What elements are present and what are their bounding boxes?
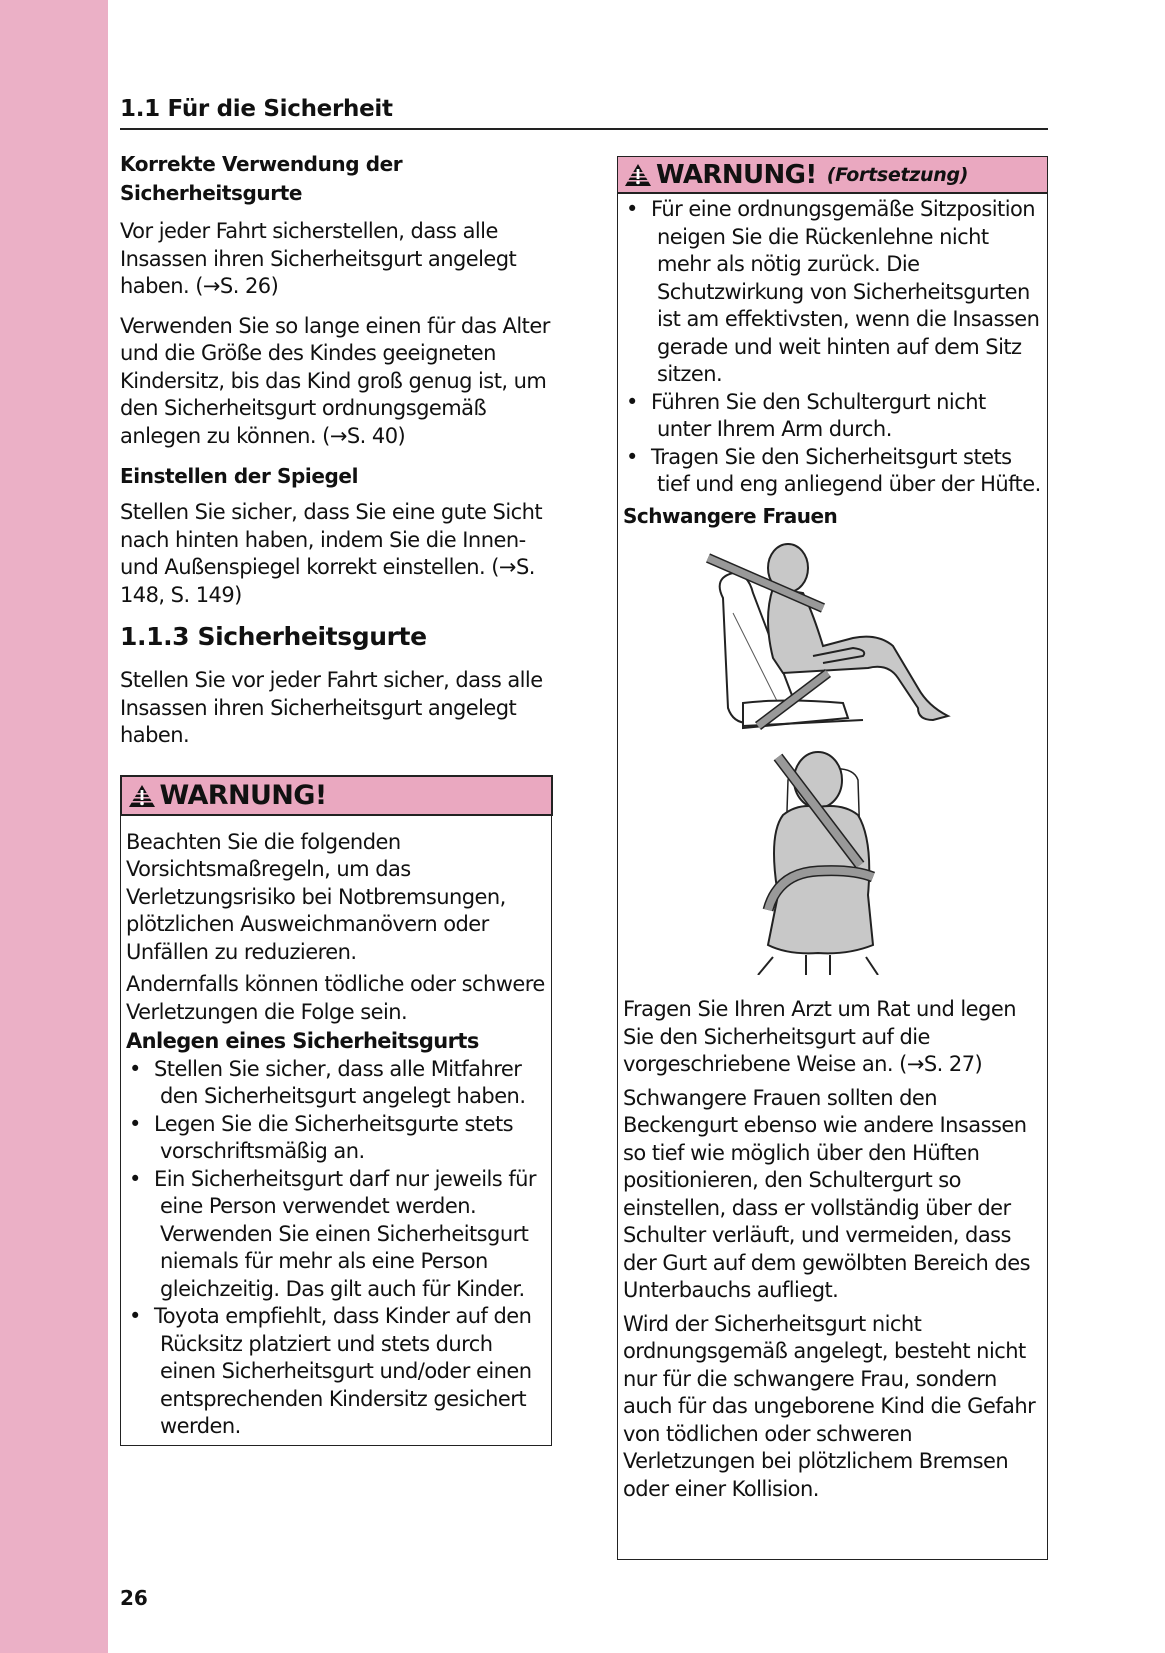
list-item: • Tragen Sie den Sicherheitsgurt stets tief und eng anliegend über der Hüfte.	[626, 444, 1041, 496]
warning-bullet-list	[126, 1056, 546, 1441]
page-number: 26	[120, 1586, 148, 1610]
mirror-paragraph: Stellen Sie sicher, dass Sie eine gute Sicht nach hinten haben, indem Sie die Innen- und Außenspiegel korrekt einstellen. (→S. 148, S. 149)	[120, 500, 543, 607]
warning-title: WARNUNG!	[656, 159, 817, 190]
list-item: • Legen Sie die Sicherheitsgurte stets vorschriftsmäßig an.	[129, 1111, 514, 1163]
bullet-icon: •	[129, 1056, 141, 1081]
belt-use-paragraph-1: Vor jeder Fahrt sicherstellen, dass alle Insassen ihren Sicherheitsgurt angelegt haben. (→S. 26)	[120, 219, 517, 298]
warning-triangle-icon	[128, 784, 156, 808]
bullet-icon: •	[626, 444, 638, 469]
warning-box	[120, 776, 552, 1446]
warning-header	[120, 775, 553, 816]
mirror-heading: Einstellen der Spiegel	[120, 464, 359, 488]
warning-subtitle: Anlegen eines Sicherheitsgurts	[126, 1029, 479, 1053]
list-item: • Ein Sicherheitsgurt darf nur jeweils für eine Person verwendet werden. Verwenden Sie einen Sicherheitsgurt niemals für mehr als eine Person gleichzeitig. Das gilt auch für Kinder.	[129, 1166, 537, 1301]
warning-paragraph-1: Beachten Sie die folgenden Vorsichtsmaßregeln, um das Verletzungsrisiko bei Notbremsungen, plötzlichen Ausweichmanövern oder Unfällen zu reduzieren.	[126, 829, 506, 964]
pregnant-paragraph-1: Fragen Sie Ihren Arzt um Rat und legen Sie den Sicherheitsgurt auf die vorgeschriebene Weise an. (→S. 27)	[623, 997, 1016, 1076]
pregnant-woman-front-view-illustration	[748, 745, 898, 975]
belt-use-heading: Korrekte Verwendung der Sicherheitsgurte	[120, 152, 403, 205]
bullet-icon: •	[129, 1304, 141, 1328]
chapter-color-tab	[0, 0, 108, 1653]
list-item: • Führen Sie den Schultergurt nicht unter Ihrem Arm durch.	[626, 389, 986, 441]
pregnant-paragraph-3: Wird der Sicherheitsgurt nicht ordnungsgemäß angelegt, besteht nicht nur für die schwangere Frau, sondern auch für das ungeborene Kind die Gefahr von tödlichen oder schweren Verletzungen bei plötzlichem Bremsen oder einer Kollision.	[623, 1311, 1036, 1501]
warning-paragraph-2: Andernfalls können tödliche oder schwere Verletzungen die Folge sein.	[126, 972, 545, 1024]
warning-box-continued	[617, 156, 1048, 1560]
section-title: 1.1 Für die Sicherheit	[120, 96, 1048, 130]
warning-title: WARNUNG!	[159, 780, 327, 811]
list-item: • Toyota empfiehlt, dass Kinder auf den Rücksitz platziert und stets durch einen Sicherheitsgurt und/oder einen entsprechenden Kindersitz gesichert werden.	[129, 1304, 532, 1438]
bullet-icon: •	[129, 1111, 141, 1136]
warning-body	[618, 194, 1047, 1503]
pregnant-woman-figure	[623, 530, 1042, 990]
belt-use-paragraph-2: Verwenden Sie so lange einen für das Alter und die Größe des Kindes geeigneten Kindersitz, bis das Kind groß genug ist, um den Sicherheitsgurt ordnungsgemäß anlegen zu können. (→S. 40)	[120, 313, 550, 448]
pregnant-paragraph-2: Schwangere Frauen sollten den Beckengurt ebenso wie andere Insassen so tief wie möglich über den Hüften positionieren, den Schultergurt so einstellen, dass er vollständig über der Schulter verläuft, und vermeiden, dass der Gurt auf dem gewölbten Bereich des Unterbauchs aufliegt.	[623, 1085, 1030, 1302]
pregnant-women-heading: Schwangere Frauen	[623, 503, 838, 528]
warning-triangle-icon	[624, 163, 652, 187]
list-item: • Für eine ordnungsgemäße Sitzposition neigen Sie die Rückenlehne nicht mehr als nötig zurück. Die Schutzwirkung von Sicherheitsgurten ist am effektivsten, wenn die Insassen gerade und weit hinten auf dem Sitz sitzen.	[626, 197, 1040, 386]
subsection-paragraph: Stellen Sie vor jeder Fahrt sicher, dass alle Insassen ihren Sicherheitsgurt angelegt haben.	[120, 668, 543, 747]
bullet-icon: •	[129, 1166, 141, 1191]
list-item: • Stellen Sie sicher, dass alle Mitfahrer den Sicherheitsgurt angelegt haben.	[129, 1056, 526, 1108]
warning-bullet-list	[623, 196, 1042, 499]
subsection-title: 1.1.3 Sicherheitsgurte	[120, 622, 427, 651]
continuation-label: (Fortsetzung)	[826, 163, 969, 186]
warning-body	[121, 815, 551, 1445]
bullet-icon: •	[626, 197, 638, 221]
bullet-icon: •	[626, 389, 638, 414]
warning-header	[618, 157, 1047, 194]
right-column	[617, 156, 1048, 1560]
left-column	[120, 150, 552, 1446]
pregnant-woman-side-view-illustration	[703, 538, 963, 738]
